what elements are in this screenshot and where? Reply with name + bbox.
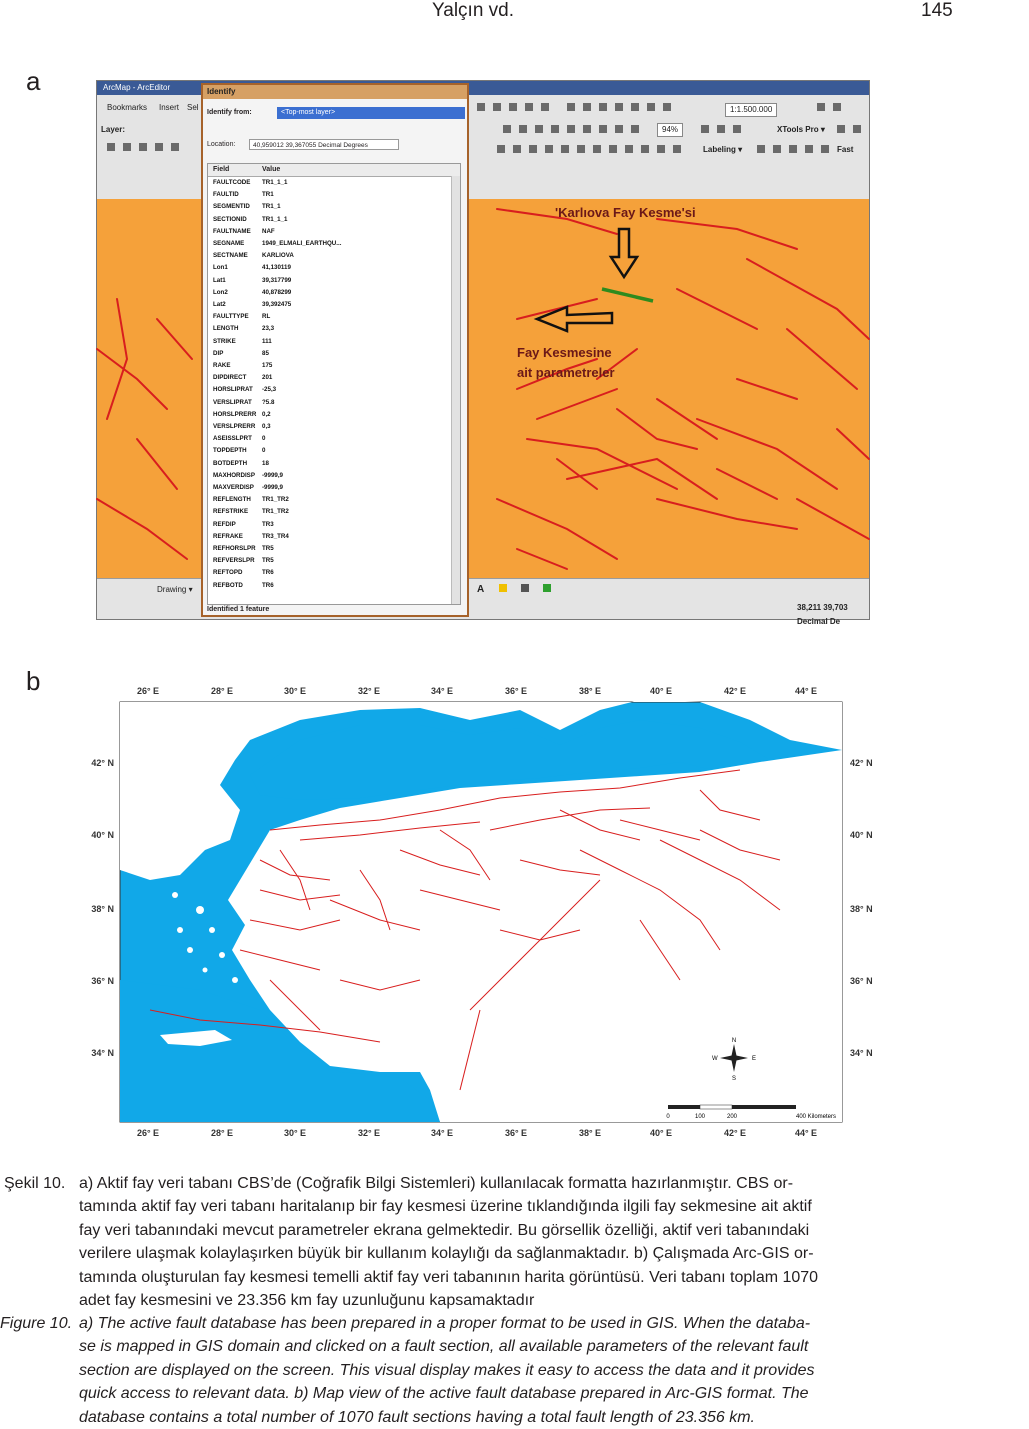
attribute-field: SEGMENTID <box>213 203 250 211</box>
longitude-label: 40° E <box>649 686 673 696</box>
caption-line: fay veri tabanındaki mevcut parametreler ekrana gelmektedir. Bu görsellik özelliği, aktif veri tabanındaki <box>79 1221 810 1239</box>
caption-line: section are displayed on the screen. This visual display makes it easy to access the data and it provides <box>79 1361 815 1379</box>
caption-line: database contains a total number of 1070 fault sections having a total fault length of 23.356 km. <box>79 1408 755 1426</box>
identify-window <box>201 83 469 617</box>
longitude-label: 38° E <box>578 1128 602 1138</box>
svg-text:A: A <box>477 584 485 595</box>
longitude-label: 44° E <box>794 686 818 696</box>
attribute-field: REFLENGTH <box>213 496 251 504</box>
location-value: 40,959012 39,367055 Decimal Degrees <box>249 139 399 150</box>
attribute-row[interactable] <box>208 519 460 531</box>
caption-tr-body <box>79 1172 1029 1312</box>
attribute-field: REFVERSLPR <box>213 557 255 565</box>
attribute-row[interactable] <box>208 580 460 592</box>
latitude-label: 38° N <box>91 904 114 914</box>
svg-text:S: S <box>731 1076 737 1082</box>
col-field-header: Field <box>213 166 230 173</box>
identify-title: Identify <box>203 85 467 99</box>
drawing-menu[interactable]: Drawing ▾ <box>157 585 193 594</box>
attribute-field: FAULTNAME <box>213 227 251 235</box>
attribute-row[interactable] <box>208 372 460 384</box>
attribute-value: 1949_ELMALI_EARTHQU... <box>262 240 342 247</box>
longitude-label: 36° E <box>504 686 528 696</box>
attribute-value: 0,3 <box>262 423 271 430</box>
attribute-row[interactable] <box>208 445 460 457</box>
menu-sel[interactable]: Sel <box>187 103 199 112</box>
attribute-field: FAULTTYPE <box>213 313 249 321</box>
attribute-field: MAXHORDISP <box>213 471 255 479</box>
identify-from-label: Identify from: <box>207 109 252 116</box>
attribute-field: LENGTH <box>213 325 239 333</box>
attribute-value: 0,2 <box>262 410 271 418</box>
attribute-value: -9999,9 <box>262 471 283 479</box>
longitude-label: 28° E <box>210 686 234 696</box>
attribute-value: ?5.8 <box>262 398 275 406</box>
longitude-label: 44° E <box>794 1128 818 1138</box>
attribute-value: TR1_TR2 <box>262 496 289 504</box>
attribute-field: DIP <box>213 349 224 357</box>
attribute-value: 111 <box>262 337 272 345</box>
xtools-menu[interactable]: XTools Pro ▾ <box>777 125 825 134</box>
attribute-value: TR5 <box>262 557 274 565</box>
latitude-label: 34° N <box>850 1048 873 1058</box>
latitude-label: 38° N <box>850 904 873 914</box>
status-coordinates: 38,211 39,703 Decimal De <box>797 603 848 626</box>
attribute-field: FAULTID <box>213 191 239 199</box>
layer-label: Layer: <box>101 125 126 134</box>
attribute-value: TR6 <box>262 569 274 577</box>
longitude-labels-bottom <box>137 1128 817 1138</box>
attribute-row[interactable] <box>208 226 460 238</box>
scale-tick-label: 200 <box>726 1114 738 1120</box>
longitude-label: 32° E <box>357 1128 381 1138</box>
caption-line: se is mapped in GIS domain and clicked on a fault section, all available parameters of the relevant fault <box>79 1338 809 1356</box>
attribute-value: 39,317799 <box>262 276 292 284</box>
longitude-label: 30° E <box>283 686 307 696</box>
attribute-field: VERSLPRERR <box>213 423 256 430</box>
longitude-label: 42° E <box>723 1128 747 1138</box>
attribute-row[interactable] <box>208 177 460 189</box>
attribute-row[interactable] <box>208 348 460 360</box>
attribute-value: -25,3 <box>262 386 277 394</box>
longitude-label: 32° E <box>357 686 381 696</box>
grid-scrollbar[interactable] <box>451 176 460 604</box>
attribute-row[interactable] <box>208 482 460 494</box>
latitude-label: 36° N <box>850 976 873 986</box>
attribute-field: REFTOPD <box>213 569 243 577</box>
attribute-field: HORSLPRERR <box>213 410 257 418</box>
caption-line: tamında aktif fay veri tabanı haritalanıp bir fay kesmesi üzerine tıklandığında ilgili fay sekmesine ait aktif <box>79 1198 812 1216</box>
attribute-field: VERSLIPRAT <box>213 398 252 406</box>
attribute-row[interactable] <box>208 421 460 433</box>
arcmap-screenshot <box>96 80 870 626</box>
attribute-row[interactable] <box>208 567 460 579</box>
svg-text:W: W <box>712 1056 718 1062</box>
attribute-row[interactable] <box>208 201 460 213</box>
attribute-value: 85 <box>262 349 269 357</box>
scale-tick-label: 400 Kilometers <box>796 1114 837 1120</box>
attribute-value: 0 <box>262 435 266 443</box>
attribute-field: Lon1 <box>213 264 228 272</box>
attribute-field: Lat2 <box>213 301 226 308</box>
annotation-line-1: Fay Kesmesine <box>517 345 612 360</box>
attribute-row[interactable] <box>208 409 460 421</box>
attribute-row[interactable] <box>208 360 460 372</box>
attribute-value: 175 <box>262 362 273 369</box>
attribute-field: SECTIONID <box>213 215 247 223</box>
zoom-box[interactable]: 94% <box>657 123 683 137</box>
attribute-row[interactable] <box>208 531 460 543</box>
attribute-field: STRIKE <box>213 337 236 345</box>
latitude-labels-right <box>850 758 873 1058</box>
caption-english <box>0 1312 1029 1429</box>
attribute-row[interactable] <box>208 470 460 482</box>
longitude-label: 26° E <box>136 686 160 696</box>
caption-en-body <box>79 1312 1029 1429</box>
latitude-label: 40° N <box>850 830 873 840</box>
attribute-value: 0 <box>262 447 266 455</box>
attribute-row[interactable] <box>208 299 460 311</box>
attribute-field: REFSTRIKE <box>213 508 249 516</box>
latitude-label: 42° N <box>850 758 873 768</box>
attribute-row[interactable] <box>208 458 460 470</box>
attribute-field: REFBOTD <box>213 581 243 589</box>
scale-tick-label: 100 <box>694 1114 706 1120</box>
turkey-fault-map <box>0 680 960 1140</box>
latitude-label: 34° N <box>91 1048 114 1058</box>
attribute-value: TR3 <box>262 520 274 528</box>
caption-turkish <box>4 1172 1029 1312</box>
window-title: ArcMap - ArcEditor <box>97 81 869 95</box>
attribute-field: REFRAKE <box>213 532 243 540</box>
attribute-row[interactable] <box>208 494 460 506</box>
attribute-value: -9999,9 <box>262 484 283 491</box>
menu-bookmarks[interactable]: Bookmarks <box>107 103 148 112</box>
attribute-field: FAULTCODE <box>213 179 251 186</box>
scale-tick-label: 0 <box>666 1114 670 1120</box>
latitude-label: 42° N <box>91 758 114 768</box>
col-value-header: Value <box>262 166 281 173</box>
attribute-field: BOTDEPTH <box>213 459 248 467</box>
attribute-field: Lat1 <box>213 276 226 284</box>
attribute-row[interactable] <box>208 189 460 201</box>
running-header-authors: Yalçın vd. <box>432 0 515 21</box>
attribute-value: TR6 <box>262 581 274 589</box>
longitude-label: 40° E <box>649 1128 673 1138</box>
attribute-row[interactable] <box>208 238 460 250</box>
attribute-row[interactable] <box>208 397 460 409</box>
turkey-map-svg <box>0 680 960 1140</box>
panel-label-a: a <box>26 66 41 96</box>
attribute-value: KARLIOVA <box>262 252 294 260</box>
longitude-label: 36° E <box>504 1128 528 1138</box>
caption-line: verilere ulaşmak kolaylaşırken büyük bir kullanım kolaylığı da sağlanmaktadır. b) Çalışmada Arc-GIS or- <box>79 1245 814 1263</box>
attribute-value: TR1_1_1 <box>262 215 288 223</box>
latitude-labels-left <box>91 758 114 1058</box>
svg-text:E: E <box>752 1056 757 1062</box>
latitude-label: 36° N <box>91 976 114 986</box>
attribute-row[interactable] <box>208 250 460 262</box>
attribute-row[interactable] <box>208 275 460 287</box>
drawing-toolbar-icons <box>477 581 597 595</box>
caption-line: a) Aktif fay veri tabanı CBS’de (Coğrafik Bilgi Sistemleri) kullanılacak formatta hazırlanmıştır. CBS or- <box>79 1175 794 1192</box>
attribute-row[interactable] <box>208 384 460 396</box>
caption-tr-label: Şekil 10. <box>4 1175 66 1192</box>
attribute-field: DIPDIRECT <box>213 374 247 382</box>
longitude-label: 26° E <box>136 1128 160 1138</box>
panel-label-b: b <box>26 666 41 696</box>
attribute-row[interactable] <box>208 433 460 445</box>
longitude-label: 28° E <box>210 1128 234 1138</box>
attribute-field: RAKE <box>213 362 231 369</box>
longitude-label: 42° E <box>723 686 747 696</box>
caption-line: a) The active fault database has been prepared in a proper format to be used in GIS. When the databa- <box>79 1315 811 1332</box>
attribute-value: RL <box>262 313 271 321</box>
grid-header <box>208 164 460 177</box>
drawing-icons <box>477 581 597 595</box>
attribute-grid <box>207 163 461 605</box>
annotation-line-2: ait parametreler <box>517 365 615 380</box>
attribute-row[interactable] <box>208 311 460 323</box>
attribute-value: 18 <box>262 459 269 467</box>
longitude-label: 38° E <box>578 686 602 696</box>
identify-from-dropdown[interactable]: <Top-most layer> <box>277 107 465 119</box>
attribute-row[interactable] <box>208 262 460 274</box>
attribute-field: TOPDEPTH <box>213 447 247 455</box>
labeling-menu[interactable]: Labeling ▾ <box>703 145 743 154</box>
attribute-field: REFHORSLPR <box>213 545 256 552</box>
caption-en-label: Figure 10. <box>0 1315 73 1332</box>
page-number: 145 <box>921 0 953 21</box>
attribute-row[interactable] <box>208 555 460 567</box>
caption-line: quick access to relevant data. b) Map view of the active fault database prepared in Arc-GIS format. The <box>79 1385 809 1403</box>
attribute-value: TR5 <box>262 545 274 552</box>
attribute-value: TR1_1_1 <box>262 179 288 186</box>
caption-line: adet fay kesmesini ve 23.356 km fay uzunluğunu kapsamaktadır <box>79 1292 535 1310</box>
attribute-value: TR1_1 <box>262 203 281 211</box>
svg-text:N: N <box>731 1038 737 1044</box>
attribute-field: MAXVERDISP <box>213 484 254 491</box>
scale-box[interactable]: 1:1.500.000 <box>725 103 777 117</box>
longitude-label: 34° E <box>430 686 454 696</box>
attribute-value: TR1 <box>262 191 274 199</box>
annotation-parameters <box>517 343 615 383</box>
annotation-karliova: 'Karlıova Fay Kesme'si <box>555 205 696 220</box>
attribute-value: TR1_TR2 <box>262 508 289 516</box>
fast-button[interactable]: Fast <box>837 145 854 154</box>
attribute-field: HORSLIPRAT <box>213 386 253 394</box>
attribute-value: 23,3 <box>262 325 275 333</box>
latitude-label: 40° N <box>91 830 114 840</box>
attribute-row[interactable] <box>208 336 460 348</box>
location-label: Location: <box>207 141 236 148</box>
longitude-label: 34° E <box>430 1128 454 1138</box>
attribute-field: REFDIP <box>213 520 236 528</box>
caption-line: tamında oluşturulan fay kesmesi temelli aktif fay veri tabanının harita görüntüsü. Veri tabanı toplam 1070 <box>79 1268 819 1286</box>
attribute-row[interactable] <box>208 214 460 226</box>
attribute-field: SEGNAME <box>213 240 245 247</box>
attribute-value: 39,392475 <box>262 301 292 308</box>
attribute-field: ASEISSLPRT <box>213 435 252 443</box>
longitude-label: 30° E <box>283 1128 307 1138</box>
attribute-row[interactable] <box>208 506 460 518</box>
attribute-value: NAF <box>262 227 275 235</box>
identified-count: Identified 1 feature <box>207 606 270 613</box>
attribute-row[interactable] <box>208 323 460 335</box>
longitude-labels-top <box>137 686 817 696</box>
attribute-field: Lon2 <box>213 288 228 296</box>
attribute-value: TR3_TR4 <box>262 532 289 540</box>
attribute-field: SECTNAME <box>213 252 248 260</box>
attribute-row[interactable] <box>208 543 460 555</box>
menu-insert[interactable]: Insert <box>159 103 180 112</box>
attribute-value: 40,878299 <box>262 288 292 296</box>
attribute-value: 41,130119 <box>262 264 291 272</box>
attribute-value: 201 <box>262 374 273 382</box>
attribute-row[interactable] <box>208 287 460 299</box>
